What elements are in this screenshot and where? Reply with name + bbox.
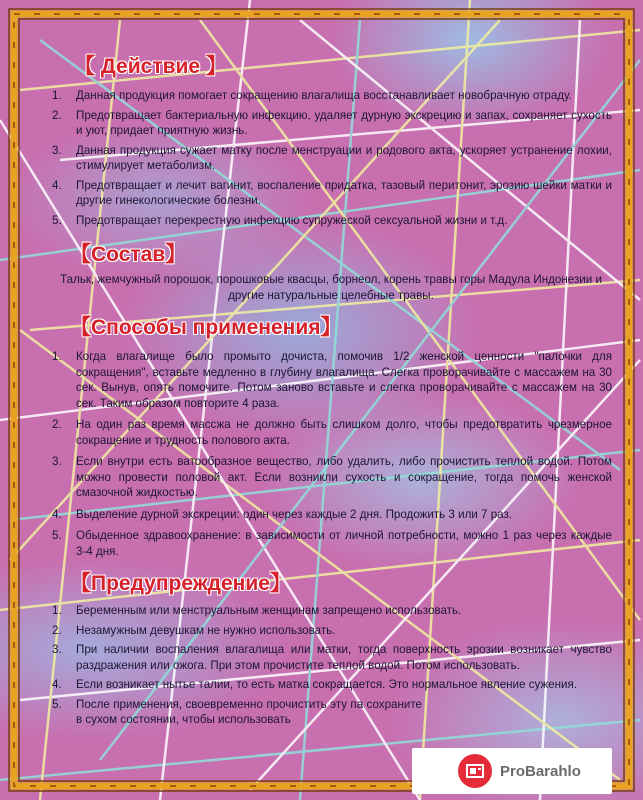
section-title-warning: 【Предупреждение】 (70, 572, 291, 595)
section-action (30, 50, 612, 228)
shop-icon (458, 754, 492, 788)
list-item: 3. Данная продукция сужает матку после менструации и родового акта, ускоряет устранение лохии, стимулирует метаболизм. (52, 143, 612, 172)
section-usage (30, 311, 612, 559)
action-list (30, 88, 612, 228)
list-item: 4. Если возникает нытье талии, то есть матка сокращается. Это нормальное явление сужения. (52, 678, 577, 691)
section-title-usage: 【Способы применения】 (70, 316, 342, 339)
watermark-brand: ProBarahlo (500, 762, 581, 780)
list-item: 5. Обыденное здравоохранение: в зависимости от личной потребности, можно 1 раз через каждые 3-4 дня. (52, 529, 612, 558)
list-item: 2. Предотвращает бактериальную инфекцию, удаляет дурную экскрецию и запах, сохраняет сухость и уют, придает приятную жизнь. (52, 108, 612, 137)
section-title-action: 【 Действие 】 (74, 55, 227, 78)
list-item: 5. Предотвращает перекрестную инфекцию супружеской сексуальной жизни и т.д. (52, 213, 508, 227)
section-warning (30, 567, 612, 728)
watermark-badge[interactable] (412, 748, 612, 794)
list-item: 1. Беременным или менструальным женщинам запрещено использовать. (52, 604, 462, 617)
composition-text: Тальк, жемчужный порошок, порошковые квасцы, борнеол, корень травы горы Мадула Индонезии и другие натуральные целебные травы. (60, 273, 602, 302)
list-item: 5. После применения, своевременно прочистить эту па сохраните в сухом состоянии, чтобы использовать (52, 697, 422, 726)
list-item: 1. Когда влагалище было промыто дочиста, помочив 1/2 женской ценности "палочки для сокращения", вставьте медленно в глубину влагалища. Слегка проворачивайте с массажем на 30 сек. Вынув, опять помочите. Потом заново вставьте и слегка проворачивайте с массажем на 30 сек. Таким образом повторите 4 раза. (52, 350, 612, 410)
section-title-composition: 【Состав】 (70, 243, 187, 266)
list-item: 2. На один раз время массжа не должно быть слишком долго, чтобы предотвратить чрезмерное сокращение и трудность полового акта. (52, 418, 612, 447)
list-item: 3. Если внутри есть ватообразное вещество, либо удалить, либо прочистить теплой водой. Потом можно провести половой акт. Если возникли сухость и сокращение, тогда помочь женской смазочной жидкостью. (52, 455, 612, 499)
list-item: 4. Выделение дурной экскреции: один через каждые 2 дня. Продожить 3 или 7 раз. (52, 507, 513, 521)
list-item: 1. Данная продукция помогает сокращению влагалища восстанавливает новобрачную отраду. (52, 89, 572, 102)
warning-list (30, 603, 612, 728)
list-item: 4. Предотвращает и лечит вагинит, воспаление придатка, тазовый перитонит, эрозию шейки матки и другие гинекологические болезни. (52, 178, 612, 207)
section-composition (30, 238, 612, 303)
instructions-content (30, 46, 612, 728)
list-item: 3. При наличии воспаления влагалища или матки, тогда поверхность эрозии возникает чувство раздражения или ожога. При этом прочистите теплой водой. Потом использовать. (52, 643, 612, 672)
list-item: 2. Незамужным девушкам не нужно использовать. (52, 623, 336, 637)
usage-list (30, 349, 612, 559)
